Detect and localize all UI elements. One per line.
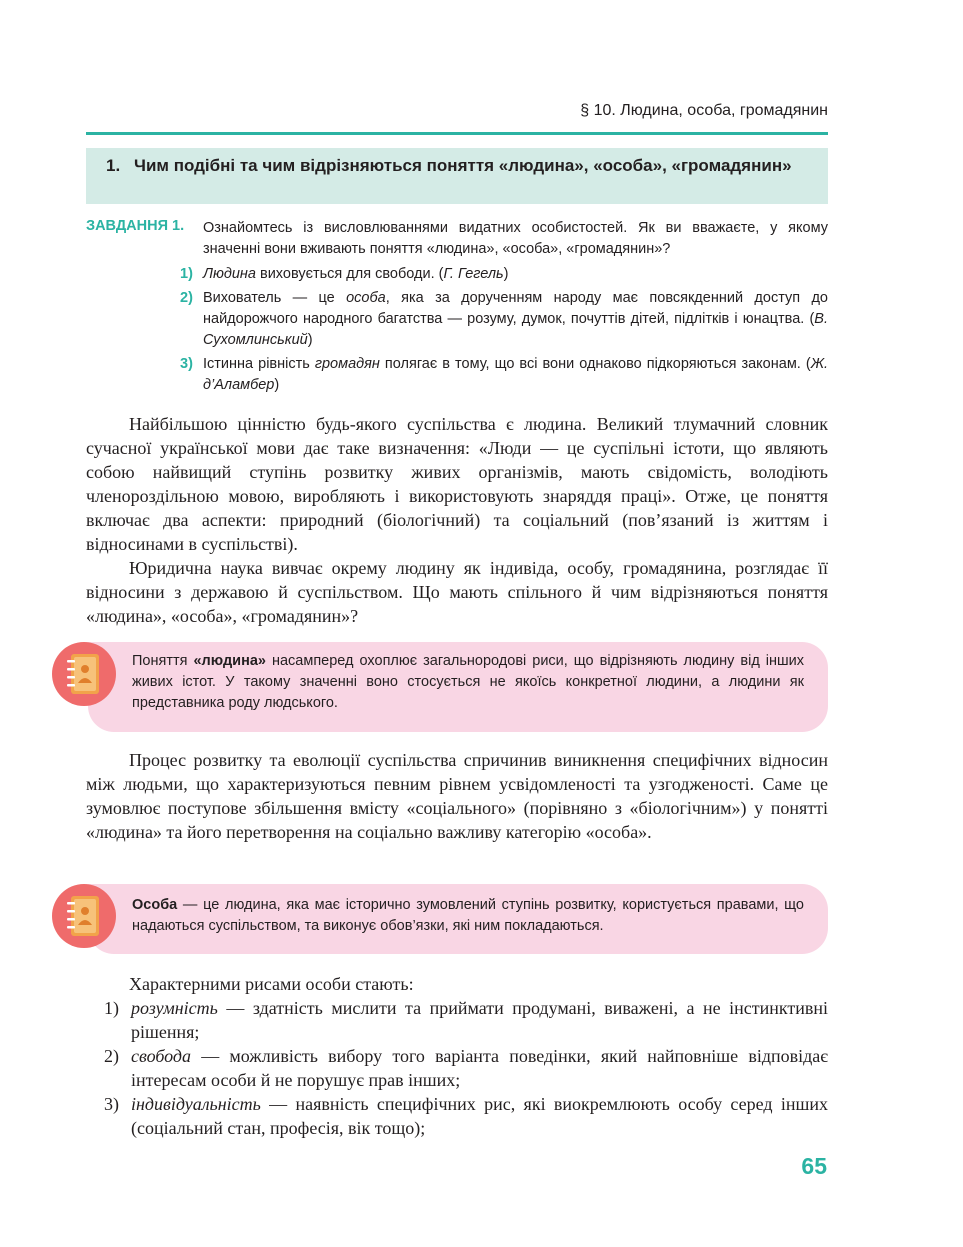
task-item-number: 2): [180, 290, 193, 306]
list-item-number: 3): [104, 1094, 119, 1114]
list-item: [104, 996, 828, 1044]
task-text: Ознайомтесь із висловлюваннями видатних особистостей. Як ви вважаєте, у якому значенні вони вживають поняття «людина», «особа», «громадянин»?: [203, 220, 828, 257]
list-item: [104, 1092, 828, 1140]
list-item-number: 2): [104, 1046, 119, 1066]
task-item-number: 3): [180, 356, 193, 372]
page-header: [86, 100, 828, 135]
task-item: [180, 288, 828, 351]
definition-box: [88, 884, 828, 954]
paragraph: Характерними рисами особи стають:: [129, 974, 414, 994]
section-heading: [86, 148, 828, 204]
section-number: 1.: [106, 156, 121, 175]
task-item-body: Вихователь — це особа, яка за дорученням народу має повсякденний доступ до найдорожчого народного багатства — розуму, думок, почуттів дітей, підлітків і юнацтва. (В. Сухомлинський): [203, 290, 828, 348]
task-item-number: 1): [180, 266, 193, 282]
paragraph: Найбільшою цінністю будь-якого суспільства є людина. Великий тлумачний словник сучасної української мови дає таке визначення: «Люди — це суспільні істоти, що являють собою найвищий ступінь розвитку живих організмів, мають свідомість, володіють членороздільною мовою, виробляють і використовують знаряддя праці». Отже, це поняття включає два аспекти: природний (біологічний) та соціальний (пов’язаний із життям і відносинами в суспільстві).: [86, 414, 828, 554]
definition-box: [88, 642, 828, 732]
list-item-body: свобода — можливість вибору того варіанта поведінки, який найповніше відповідає інтересам особи й не порушує прав інших;: [131, 1046, 828, 1090]
section-title: [106, 154, 806, 177]
list-item-body: розумність — здатність мислити та приймати продумані, виважені, а не інстинктивні рішення;: [131, 998, 828, 1042]
list-item-body: індивідуальність — наявність специфічних рис, які виокремлюють особу серед інших (соціальний стан, професія, вік тощо);: [131, 1094, 828, 1138]
definition-text: Особа — це людина, яка має історично зумовлений ступінь розвитку, користується правами, що надаються суспільством, та виконує обов’язки, які ним покладаються.: [132, 897, 804, 934]
section-title-text: Чим подібні та чим відрізняються поняття «людина», «особа», «громадянин»: [134, 156, 792, 175]
list-item-number: 1): [104, 998, 119, 1018]
task-item-body: Істинна рівність громадян полягає в тому, що всі вони однаково підкоряються законам. (Ж. д’Аламбер): [203, 356, 829, 393]
paragraph: Юридична наука вивчає окрему людину як індивіда, особу, громадянина, розглядає її відносини з державою й суспільством. Що мають спільного й чим відрізняються поняття «людина», «особа», «громадянин»?: [86, 558, 828, 626]
notebook-icon: [52, 642, 116, 706]
page-number: 65: [801, 1153, 827, 1179]
definition-text: Поняття «людина» насамперед охоплює загальнородові риси, що відрізняють людину від інших живих істот. У такому значенні воно стосується не якоїсь конкретної людини, а людини як представника роду людського.: [132, 653, 804, 711]
list-item: [104, 1044, 828, 1092]
task-item-body: Людина виховується для свободи. (Г. Гегель): [203, 266, 509, 282]
task-item: [180, 264, 828, 285]
notebook-icon: [52, 884, 116, 948]
header-title: § 10. Людина, особа, громадянин: [580, 102, 828, 119]
task-label: ЗАВДАННЯ 1.: [86, 218, 185, 234]
task-item: [180, 354, 828, 396]
paragraph: Процес розвитку та еволюції суспільства спричинив виникнення специфічних відносин між людьми, що характеризуються певним рівнем усвідомленості та узгодженості. Саме це зумовлює поступове збільшення вмісту «соціального» (порівняно з «біологічним») у понятті «людина» та його перетворення на соціально важливу категорію «особа».: [86, 750, 828, 842]
